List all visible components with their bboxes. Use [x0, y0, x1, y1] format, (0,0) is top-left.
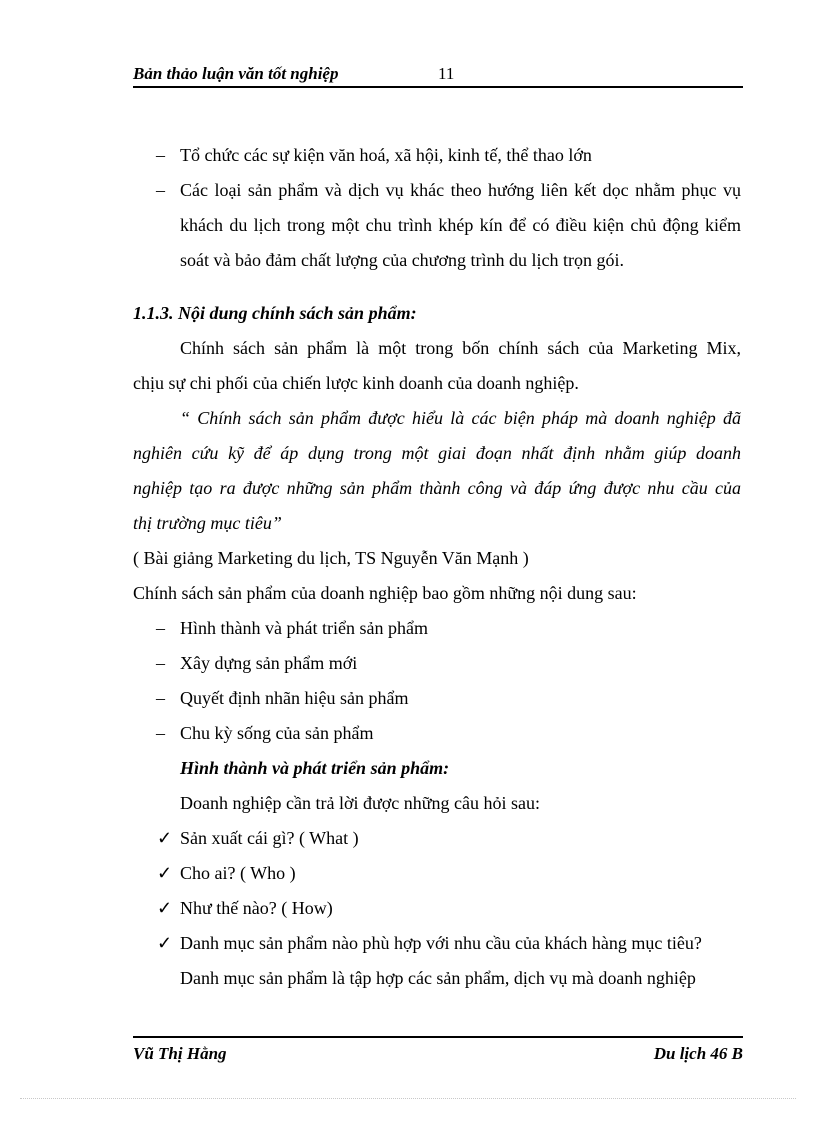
- page-number: 11: [438, 64, 455, 83]
- check-item-text: Danh mục sản phẩm nào phù hợp với nhu cầu của khách hàng mục tiêu?: [180, 933, 702, 953]
- intro-line: Chính sách sản phẩm của doanh nghiệp bao gồm những nội dung sau:: [133, 583, 637, 603]
- list-item: [133, 681, 741, 716]
- dash-marker: –: [156, 688, 165, 708]
- quote-line: nghiệp tạo ra được những sản phẩm thành công và đáp ứng được nhu cầu của: [133, 478, 741, 498]
- check-item: [133, 926, 741, 961]
- checkmark-icon: ✓: [157, 933, 173, 953]
- list-item-text: Các loại sản phẩm và dịch vụ khác theo hướng liên kết dọc nhằm phục vụ: [180, 180, 741, 200]
- checkmark-icon: ✓: [157, 863, 173, 883]
- text-line: soát và bảo đảm chất lượng của chương trình du lịch trọn gói.: [180, 250, 624, 270]
- list-item: [133, 138, 741, 173]
- page-bottom-edge: [20, 1098, 796, 1099]
- footer-author: Vũ Thị Hằng: [133, 1044, 227, 1063]
- header-title: Bản thảo luận văn tốt nghiệp: [133, 64, 339, 83]
- checkmark-icon: ✓: [157, 898, 173, 918]
- list-item-text: Tổ chức các sự kiện văn hoá, xã hội, kinh tế, thể thao lớn: [180, 145, 592, 165]
- list-item: [133, 646, 741, 681]
- dash-marker: –: [156, 145, 165, 165]
- paragraph-line: Chính sách sản phẩm là một trong bốn chính sách của Marketing Mix,: [180, 338, 741, 358]
- dash-marker: –: [156, 180, 165, 200]
- check-item: [133, 821, 741, 856]
- source-citation: ( Bài giảng Marketing du lịch, TS Nguyễn Văn Mạnh ): [133, 548, 529, 568]
- check-item-text: Như thế nào? ( How): [180, 898, 333, 918]
- section-heading: 1.1.3. Nội dung chính sách sản phẩm:: [133, 303, 417, 323]
- list-item-text: Xây dựng sản phẩm mới: [180, 653, 358, 673]
- list-item-text: Chu kỳ sống của sản phẩm: [180, 723, 374, 743]
- check-item-text: Cho ai? ( Who ): [180, 863, 296, 883]
- list-item-text: Quyết định nhãn hiệu sản phẩm: [180, 688, 409, 708]
- quote-line: nghiên cứu kỹ để áp dụng trong một giai đoạn nhất định nhằm giúp doanh: [133, 443, 741, 463]
- text-line: Danh mục sản phẩm là tập hợp các sản phẩm, dịch vụ mà doanh nghiệp: [180, 968, 696, 988]
- subheading: Hình thành và phát triển sản phẩm:: [180, 758, 450, 778]
- list-item: [133, 716, 741, 751]
- page-body: [133, 138, 741, 996]
- check-item-text: Sản xuất cái gì? ( What ): [180, 828, 359, 848]
- list-item: [133, 173, 741, 208]
- dash-marker: –: [156, 618, 165, 638]
- page-footer: [133, 1036, 743, 1068]
- list-item: [133, 611, 741, 646]
- questions-intro: Doanh nghiệp cần trả lời được những câu hỏi sau:: [180, 793, 540, 813]
- quote-line: “ Chính sách sản phẩm được hiểu là các biện pháp mà doanh nghiệp đã: [180, 408, 741, 428]
- dash-marker: –: [156, 723, 165, 743]
- quote-line: thị trường mục tiêu”: [133, 513, 282, 533]
- dash-marker: –: [156, 653, 165, 673]
- list-item-text: Hình thành và phát triển sản phẩm: [180, 618, 428, 638]
- checkmark-icon: ✓: [157, 828, 173, 848]
- paragraph-line: chịu sự chi phối của chiến lược kinh doanh của doanh nghiệp.: [133, 373, 579, 393]
- text-line: khách du lịch trong một chu trình khép kín để có điều kiện chủ động kiểm: [180, 215, 741, 235]
- check-item: [133, 856, 741, 891]
- check-item: [133, 891, 741, 926]
- footer-class: Du lịch 46 B: [653, 1044, 743, 1063]
- page-header: [133, 58, 743, 88]
